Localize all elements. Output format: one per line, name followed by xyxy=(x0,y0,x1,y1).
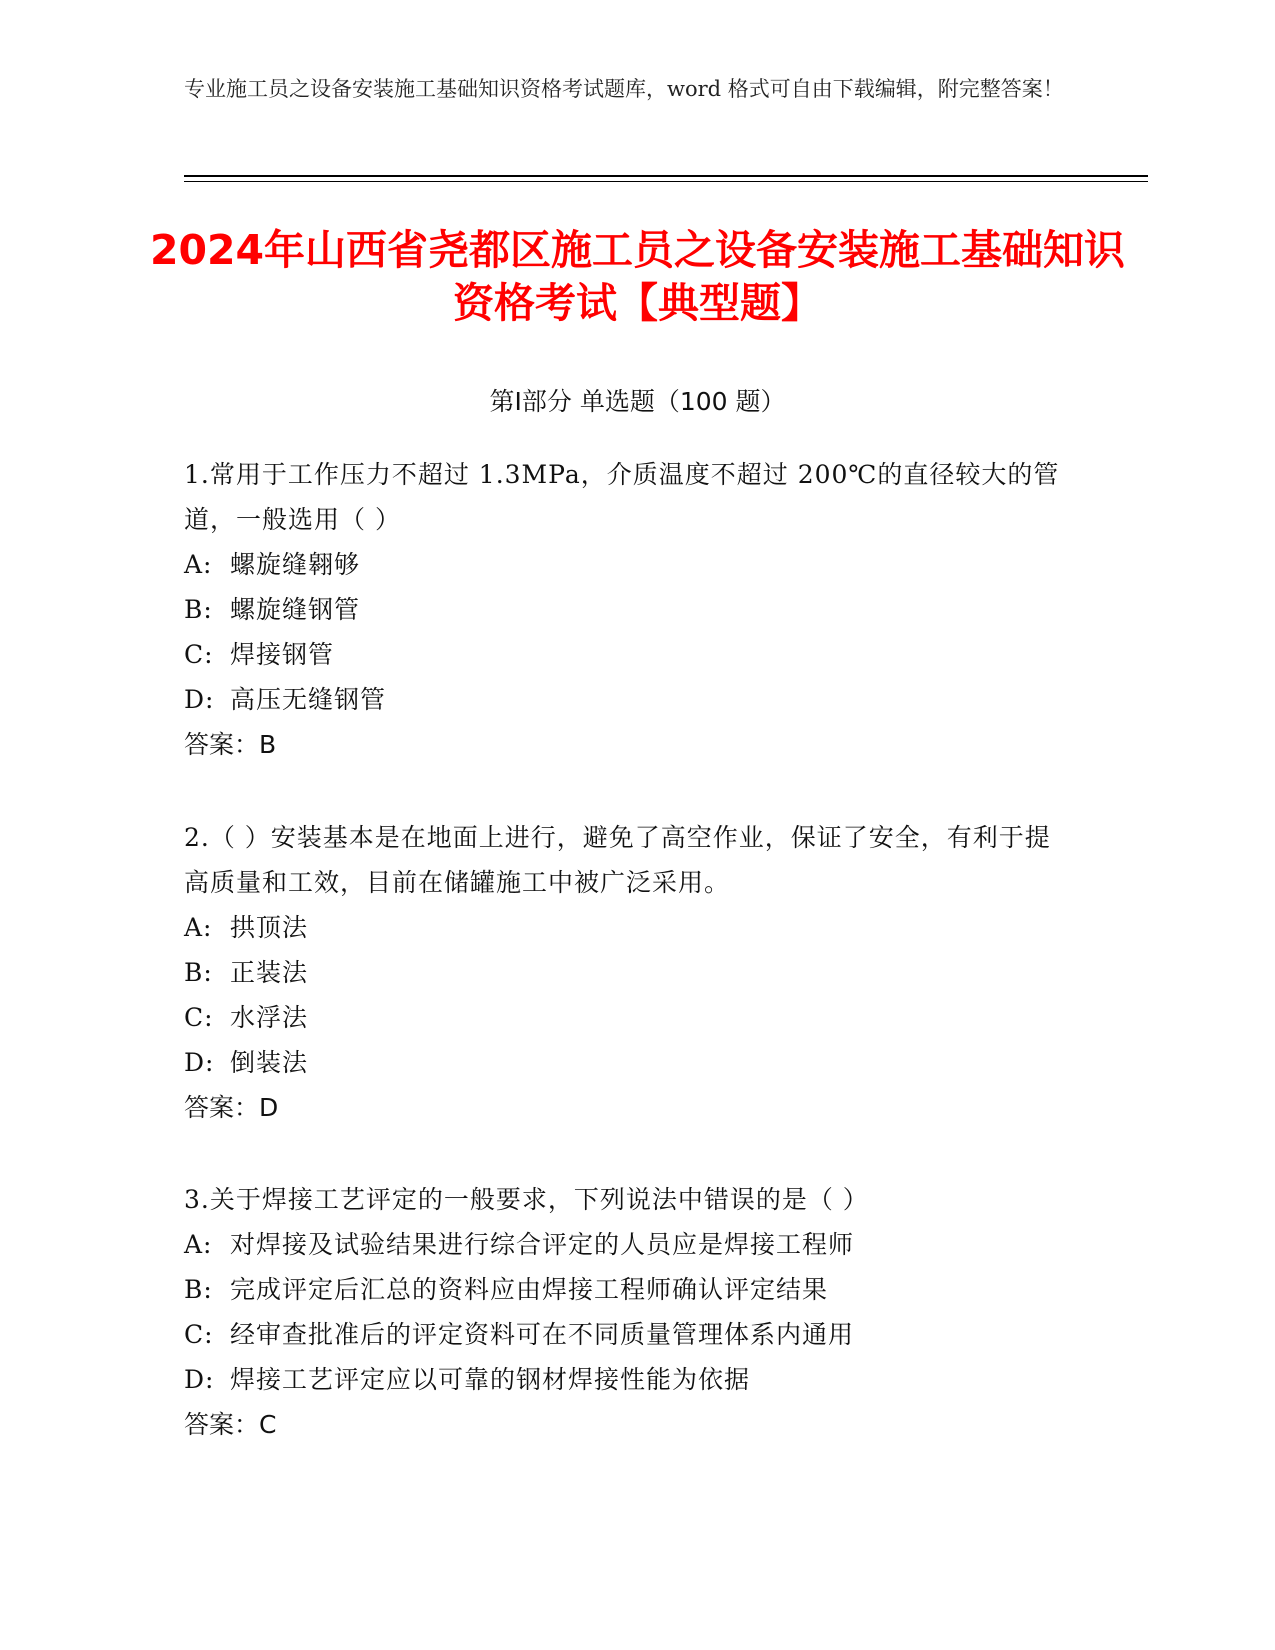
option-text: 对焊接及试验结果进行综合评定的人员应是焊接工程师 xyxy=(230,1230,855,1259)
option-d xyxy=(184,1040,1064,1085)
answer-value: B xyxy=(259,730,277,759)
option-text: 倒装法 xyxy=(230,1048,309,1077)
option-letter: A: xyxy=(184,913,213,942)
answer-value: C xyxy=(259,1410,277,1439)
option-letter: D: xyxy=(184,1048,215,1077)
option-text: 完成评定后汇总的资料应由焊接工程师确认评定结果 xyxy=(230,1275,829,1304)
question-1 xyxy=(184,452,1064,767)
option-text: 水浮法 xyxy=(230,1003,309,1032)
answer-label: 答案： xyxy=(184,1410,260,1439)
option-text: 正装法 xyxy=(230,958,309,987)
option-letter: B: xyxy=(184,595,213,624)
option-text: 拱顶法 xyxy=(230,913,309,942)
option-letter: D: xyxy=(184,685,215,714)
option-c xyxy=(184,1312,1064,1357)
answer-label: 答案： xyxy=(184,1093,260,1122)
option-a xyxy=(184,905,1064,950)
option-b xyxy=(184,587,1064,632)
answer-line xyxy=(184,1402,1064,1447)
option-letter: D: xyxy=(184,1365,215,1394)
header-rule-thin xyxy=(184,181,1148,182)
option-c xyxy=(184,995,1064,1040)
question-2 xyxy=(184,815,1064,1130)
question-text: 2.（ ）安装基本是在地面上进行，避免了高空作业，保证了安全，有利于提高质量和工效，目前在储罐施工中被广泛采用。 xyxy=(184,823,1051,897)
question-text: 1.常用于工作压力不超过 1.3MPa，介质温度不超过 200℃的直径较大的管道，一般选用（ ） xyxy=(184,460,1060,534)
option-text: 高压无缝钢管 xyxy=(230,685,387,714)
header-note: 专业施工员之设备安装施工基础知识资格考试题库，word 格式可自由下载编辑，附完整答案！ xyxy=(184,77,1064,101)
answer-value: D xyxy=(259,1093,279,1122)
option-text: 焊接工艺评定应以可靠的钢材焊接性能为依据 xyxy=(230,1365,751,1394)
option-text: 焊接钢管 xyxy=(230,640,335,669)
option-b xyxy=(184,1267,1064,1312)
section-title: 第I部分 单选题（100 题） xyxy=(489,387,786,416)
option-d xyxy=(184,677,1064,722)
option-letter: A: xyxy=(184,550,213,579)
option-letter: B: xyxy=(184,958,213,987)
question-text: 3.关于焊接工艺评定的一般要求，下列说法中错误的是（ ） xyxy=(184,1185,869,1214)
option-a xyxy=(184,1222,1064,1267)
answer-label: 答案： xyxy=(184,730,260,759)
option-c xyxy=(184,632,1064,677)
header-rule-thick xyxy=(184,175,1148,177)
option-d xyxy=(184,1357,1064,1402)
option-letter: C: xyxy=(184,640,214,669)
option-a xyxy=(184,542,1064,587)
option-letter: B: xyxy=(184,1275,213,1304)
question-3 xyxy=(184,1177,1064,1447)
option-letter: C: xyxy=(184,1003,214,1032)
option-letter: C: xyxy=(184,1320,214,1349)
answer-line xyxy=(184,722,1064,767)
option-b xyxy=(184,950,1064,995)
option-text: 经审查批准后的评定资料可在不同质量管理体系内通用 xyxy=(230,1320,855,1349)
answer-line xyxy=(184,1085,1064,1130)
option-letter: A: xyxy=(184,1230,213,1259)
document-title: 2024年山西省尧都区施工员之设备安装施工基础知识资格考试【典型题】 xyxy=(149,226,1126,327)
option-text: 螺旋缝翱够 xyxy=(230,550,361,579)
option-text: 螺旋缝钢管 xyxy=(230,595,361,624)
